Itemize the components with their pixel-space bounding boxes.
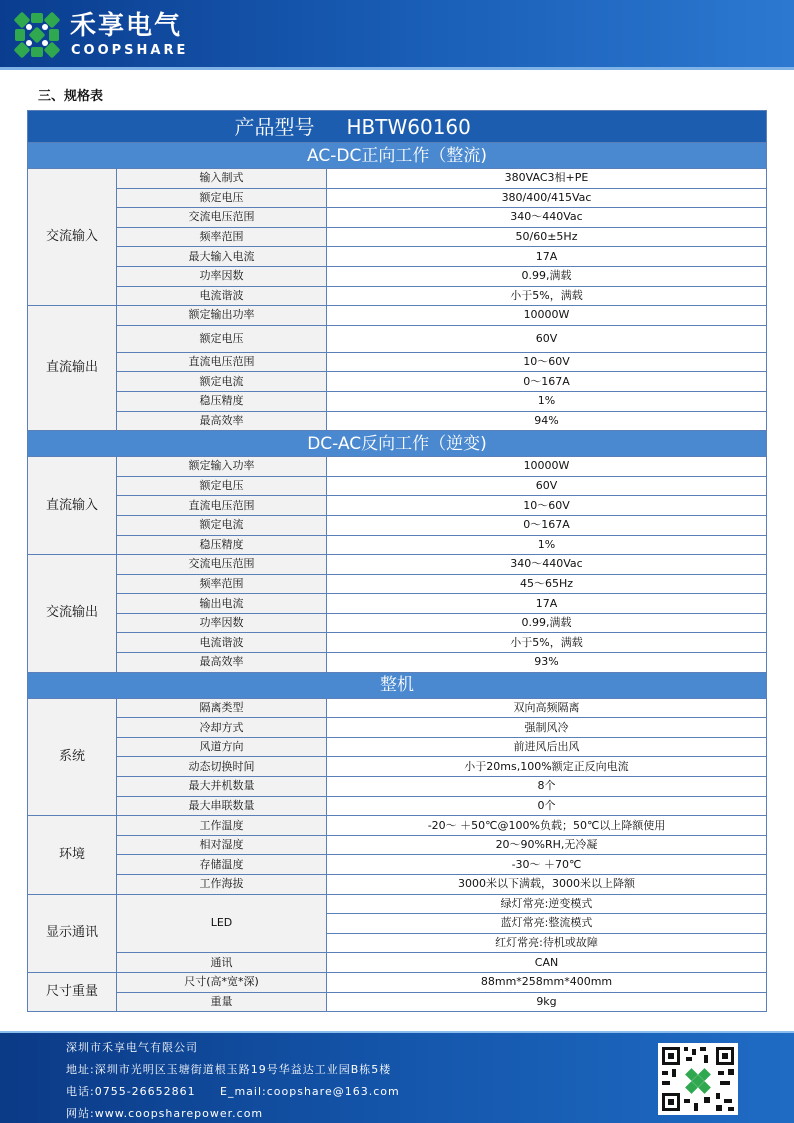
spec-value: 10～60V	[327, 352, 767, 372]
table-row	[28, 816, 767, 836]
spec-value: 93%	[327, 653, 767, 673]
spec-value: 3000米以下满载，3000米以上降额	[327, 875, 767, 895]
spec-label: LED	[117, 894, 327, 953]
table-row	[28, 835, 767, 855]
page-header	[0, 0, 794, 70]
spec-label: 交流电压范围	[117, 208, 327, 228]
spec-value: 0～167A	[327, 515, 767, 535]
table-row	[28, 496, 767, 516]
table-row	[28, 391, 767, 411]
spec-label: 工作海拔	[117, 875, 327, 895]
spec-value: 0个	[327, 796, 767, 816]
section-header-row	[28, 143, 767, 169]
table-row	[28, 372, 767, 392]
group-label: 系统	[28, 698, 117, 816]
table-row	[28, 796, 767, 816]
spec-label: 最大串联数量	[117, 796, 327, 816]
spec-value: 10～60V	[327, 496, 767, 516]
spec-value: 380/400/415Vac	[327, 188, 767, 208]
brand-name-cn: 禾享电气	[70, 11, 183, 41]
table-row	[28, 757, 767, 777]
spec-value: 17A	[327, 594, 767, 614]
spec-label: 工作温度	[117, 816, 327, 836]
footer-company: 深圳市禾享电气有限公司	[66, 1041, 198, 1054]
table-row	[28, 737, 767, 757]
group-label: 交流输入	[28, 169, 117, 306]
table-row	[28, 476, 767, 496]
spec-value: 前进风后出风	[327, 737, 767, 757]
spec-label: 输出电流	[117, 594, 327, 614]
section-title: 三、规格表	[38, 89, 104, 104]
spec-label: 最大并机数量	[117, 777, 327, 797]
spec-value: 340～440Vac	[327, 555, 767, 575]
spec-label: 交流电压范围	[117, 555, 327, 575]
spec-label: 功率因数	[117, 266, 327, 286]
table-row	[28, 169, 767, 189]
section-header-row	[28, 431, 767, 457]
spec-value: 1%	[327, 535, 767, 555]
table-row	[28, 855, 767, 875]
spec-table	[27, 110, 767, 1012]
spec-value: 10000W	[327, 306, 767, 326]
spec-value: 0.99,满载	[327, 266, 767, 286]
spec-value: 0.99,满载	[327, 613, 767, 633]
table-row	[28, 555, 767, 575]
spec-label: 频率范围	[117, 227, 327, 247]
spec-label: 稳压精度	[117, 535, 327, 555]
group-label: 环境	[28, 816, 117, 894]
table-row	[28, 953, 767, 973]
spec-value: 小于5%，满载	[327, 633, 767, 653]
spec-label: 电流谐波	[117, 633, 327, 653]
table-row	[28, 574, 767, 594]
spec-label: 直流电压范围	[117, 496, 327, 516]
spec-value: 340～440Vac	[327, 208, 767, 228]
spec-value: 88mm*258mm*400mm	[327, 972, 767, 992]
spec-label: 最高效率	[117, 653, 327, 673]
spec-label: 风道方向	[117, 737, 327, 757]
spec-value: 60V	[327, 476, 767, 496]
spec-label: 额定电压	[117, 476, 327, 496]
table-row	[28, 875, 767, 895]
table-row	[28, 515, 767, 535]
group-label: 交流输出	[28, 555, 117, 673]
table-row	[28, 208, 767, 228]
spec-value: 17A	[327, 247, 767, 267]
table-row	[28, 653, 767, 673]
spec-value: 380VAC3相+PE	[327, 169, 767, 189]
spec-value: CAN	[327, 953, 767, 973]
qr-code-icon	[658, 1043, 738, 1115]
model-value: HBTW60160	[327, 111, 767, 143]
table-row	[28, 286, 767, 306]
table-row	[28, 457, 767, 477]
spec-label: 额定电流	[117, 515, 327, 535]
table-row	[28, 633, 767, 653]
table-row	[28, 247, 767, 267]
spec-label: 额定电流	[117, 372, 327, 392]
section-header: 整机	[28, 672, 767, 698]
table-row	[28, 698, 767, 718]
spec-label: 额定输入功率	[117, 457, 327, 477]
spec-value: 10000W	[327, 457, 767, 477]
table-row	[28, 535, 767, 555]
table-row	[28, 777, 767, 797]
table-row	[28, 306, 767, 326]
table-row	[28, 411, 767, 431]
table-row	[28, 718, 767, 738]
spec-label: 功率因数	[117, 613, 327, 633]
spec-value: 小于5%，满载	[327, 286, 767, 306]
spec-label: 重量	[117, 992, 327, 1012]
footer-website: 网站:www.coopsharepower.com	[66, 1107, 264, 1120]
spec-value: 94%	[327, 411, 767, 431]
spec-value: -30～ ＋70℃	[327, 855, 767, 875]
model-label: 产品型号	[28, 111, 327, 143]
spec-value: 8个	[327, 777, 767, 797]
group-label: 直流输出	[28, 306, 117, 431]
spec-label: 输入制式	[117, 169, 327, 189]
spec-label: 尺寸(高*宽*深)	[117, 972, 327, 992]
spec-label: 额定电压	[117, 325, 327, 352]
group-label: 显示通讯	[28, 894, 117, 972]
table-row	[28, 188, 767, 208]
table-row	[28, 352, 767, 372]
spec-label: 最大输入电流	[117, 247, 327, 267]
spec-label: 直流电压范围	[117, 352, 327, 372]
spec-value: 60V	[327, 325, 767, 352]
spec-value: 红灯常亮:待机或故障	[327, 933, 767, 953]
spec-value: 蓝灯常亮:整流模式	[327, 914, 767, 934]
spec-value: 9kg	[327, 992, 767, 1012]
footer-email: E_mail:coopshare@163.com	[220, 1085, 400, 1098]
spec-value: 强制风冷	[327, 718, 767, 738]
spec-value: 45～65Hz	[327, 574, 767, 594]
spec-label: 稳压精度	[117, 391, 327, 411]
spec-label: 电流谐波	[117, 286, 327, 306]
table-row	[28, 594, 767, 614]
spec-value: 1%	[327, 391, 767, 411]
table-row	[28, 227, 767, 247]
footer-address: 地址:深圳市光明区玉塘街道根玉路19号华益达工业园B栋5楼	[66, 1063, 392, 1076]
spec-label: 最高效率	[117, 411, 327, 431]
footer-phone: 电话:0755-26652861	[66, 1085, 196, 1098]
spec-value: 双向高频隔离	[327, 698, 767, 718]
table-row	[28, 894, 767, 914]
model-row	[28, 111, 767, 143]
brand-name-en: COOPSHARE	[71, 43, 189, 58]
spec-value: 绿灯常亮:逆变模式	[327, 894, 767, 914]
spec-label: 动态切换时间	[117, 757, 327, 777]
section-header-row	[28, 672, 767, 698]
group-label: 直流输入	[28, 457, 117, 555]
spec-label: 额定电压	[117, 188, 327, 208]
spec-label: 额定输出功率	[117, 306, 327, 326]
section-header: DC-AC反向工作（逆变)	[28, 431, 767, 457]
spec-value: -20～ ＋50℃@100%负载；50℃以上降额使用	[327, 816, 767, 836]
lattice-x-logo-icon	[12, 10, 62, 60]
table-row	[28, 325, 767, 352]
spec-label: 存储温度	[117, 855, 327, 875]
spec-label: 冷却方式	[117, 718, 327, 738]
group-label: 尺寸重量	[28, 972, 117, 1011]
spec-label: 通讯	[117, 953, 327, 973]
section-header: AC-DC正向工作（整流)	[28, 143, 767, 169]
spec-label: 隔离类型	[117, 698, 327, 718]
spec-value: 0～167A	[327, 372, 767, 392]
spec-value: 小于20ms,100%额定正反向电流	[327, 757, 767, 777]
table-row	[28, 992, 767, 1012]
table-row	[28, 613, 767, 633]
table-row	[28, 266, 767, 286]
spec-label: 频率范围	[117, 574, 327, 594]
spec-value: 20～90%RH,无冷凝	[327, 835, 767, 855]
spec-label: 相对湿度	[117, 835, 327, 855]
spec-value: 50/60±5Hz	[327, 227, 767, 247]
table-row	[28, 972, 767, 992]
